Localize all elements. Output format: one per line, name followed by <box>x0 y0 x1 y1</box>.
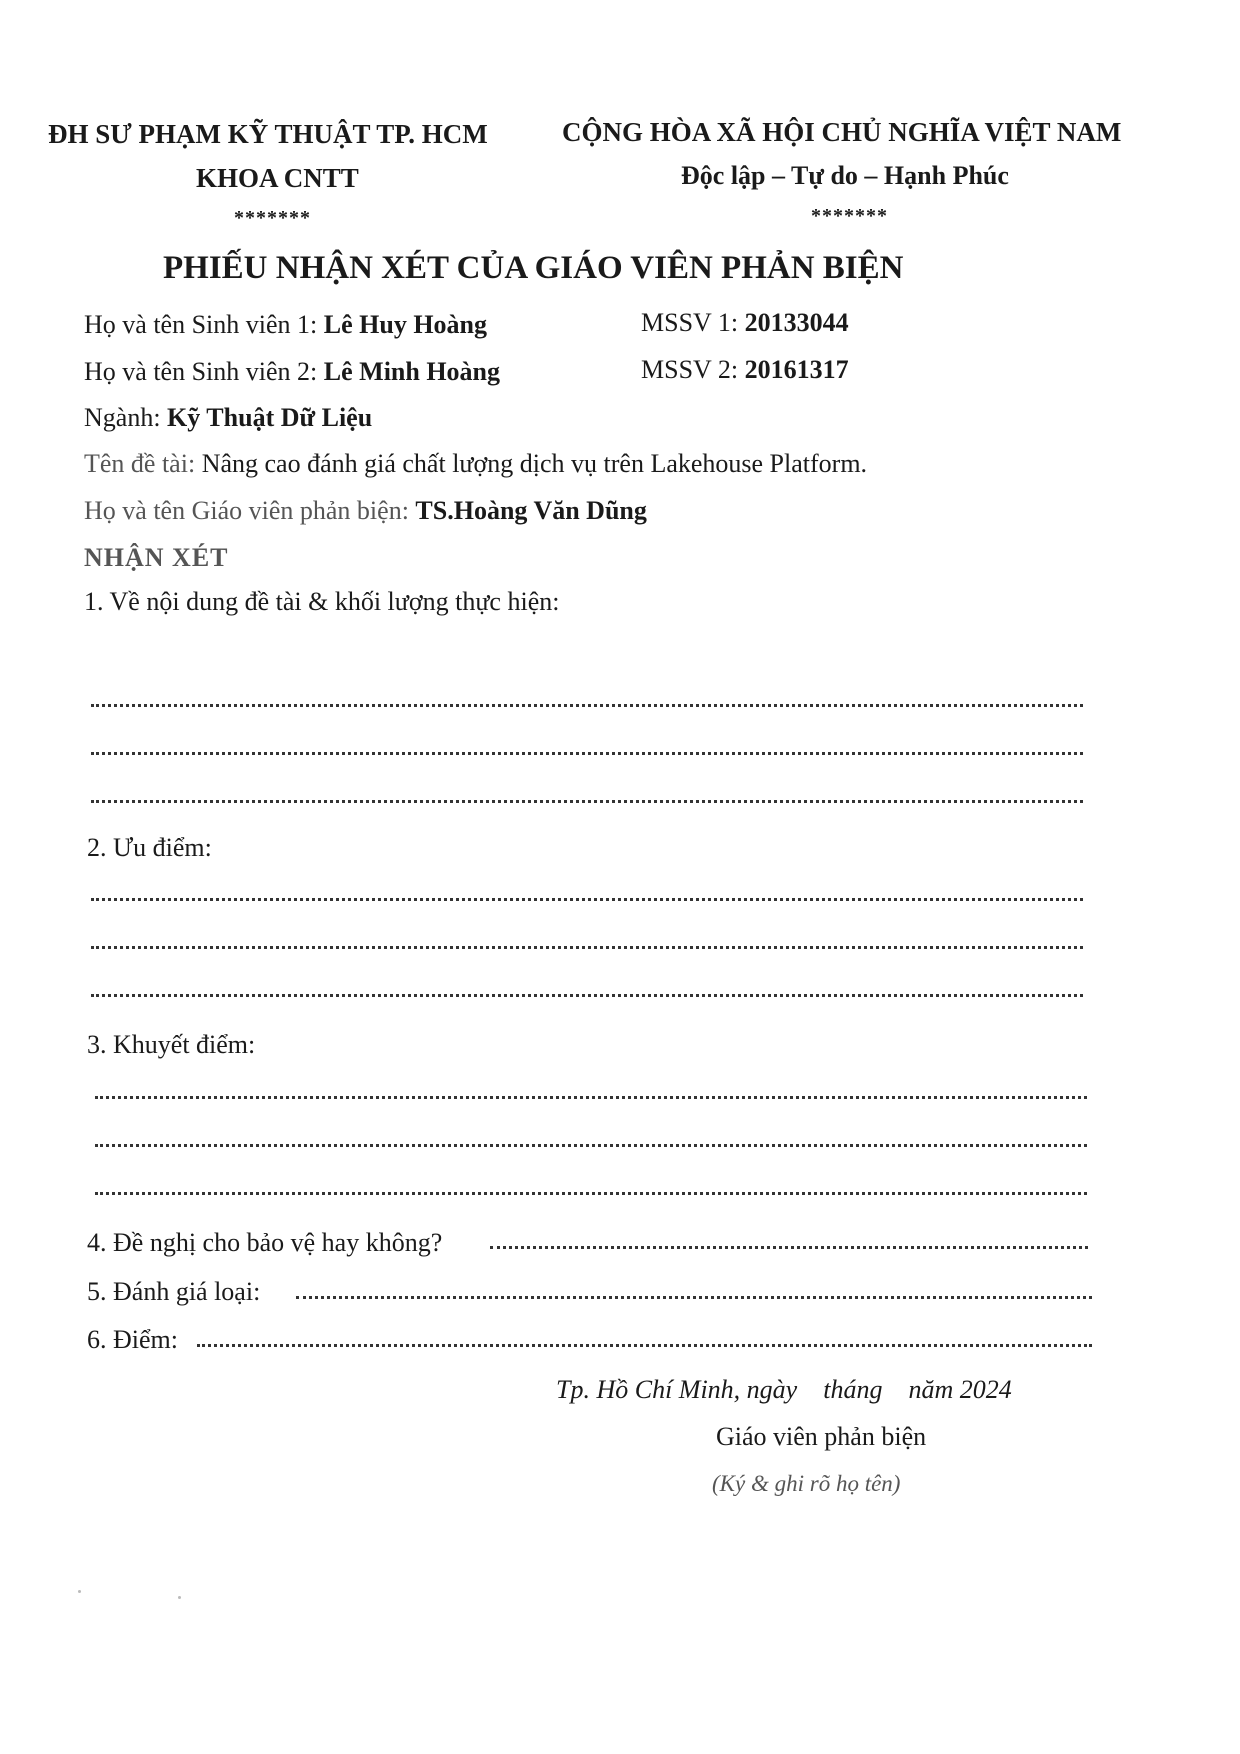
question-2-line-2 <box>91 946 1083 949</box>
question-5-fill-line <box>296 1296 1092 1299</box>
topic-row <box>84 449 867 479</box>
question-2-line-3 <box>91 994 1083 997</box>
reviewer-name: TS.Hoàng Văn Dũng <box>415 496 647 525</box>
question-3-label: 3. Khuyết điểm: <box>87 1030 256 1059</box>
reviewer-row <box>84 496 647 526</box>
mssv2-row <box>641 355 849 385</box>
mssv1-label: MSSV 1: <box>641 308 739 337</box>
faculty-name: KHOA CNTT <box>196 163 359 193</box>
comments-heading: NHẬN XÉT <box>84 543 229 572</box>
question-4-label: 4. Đề nghị cho bảo vệ hay không? <box>87 1228 443 1257</box>
question-3-line-2 <box>95 1144 1087 1147</box>
question-6-label: 6. Điểm: <box>87 1325 178 1354</box>
national-motto: Độc lập – Tự do – Hạnh Phúc <box>681 161 1009 190</box>
question-1-line-2 <box>91 752 1083 755</box>
question-2-line-1 <box>91 898 1083 901</box>
question-3-line-1 <box>95 1096 1087 1099</box>
right-stars-divider: ******* <box>811 205 888 227</box>
country-name: CỘNG HÒA XÃ HỘI CHỦ NGHĨA VIỆT NAM <box>562 117 1122 147</box>
page-title: PHIẾU NHẬN XÉT CỦA GIÁO VIÊN PHẢN BIỆN <box>163 250 904 286</box>
scan-speck <box>178 1596 181 1599</box>
student1-label: Họ và tên Sinh viên 1: <box>84 310 318 339</box>
reviewer-label: Họ và tên Giáo viên phản biện: <box>84 496 409 525</box>
student2-label: Họ và tên Sinh viên 2: <box>84 357 318 386</box>
question-3-line-3 <box>95 1192 1087 1195</box>
student2-name: Lê Minh Hoàng <box>323 357 501 386</box>
major-label: Ngành: <box>84 403 161 432</box>
signer-note: (Ký & ghi rõ họ tên) <box>712 1471 901 1496</box>
university-name: ĐH SƯ PHẠM KỸ THUẬT TP. HCM <box>48 119 488 149</box>
major-value: Kỹ Thuật Dữ Liệu <box>167 403 373 432</box>
place-and-date: Tp. Hồ Chí Minh, ngày tháng năm 2024 <box>556 1375 1012 1404</box>
major-row <box>84 403 372 433</box>
question-2-label: 2. Ưu điểm: <box>87 833 212 862</box>
mssv1-row <box>641 308 849 338</box>
question-4-fill-line <box>490 1246 1088 1249</box>
topic-label: Tên đề tài: <box>84 449 196 478</box>
question-1-line-1 <box>91 704 1083 707</box>
question-1-label: 1. Về nội dung đề tài & khối lượng thực hiện: <box>84 587 560 616</box>
mssv2-label: MSSV 2: <box>641 355 739 384</box>
left-stars-divider: ******* <box>234 207 311 229</box>
question-5-label: 5. Đánh giá loại: <box>87 1277 261 1306</box>
student1-row <box>84 310 487 340</box>
question-1-line-3 <box>91 800 1083 803</box>
mssv1-value: 20133044 <box>744 308 849 337</box>
signer-title: Giáo viên phản biện <box>716 1422 927 1451</box>
student2-row <box>84 357 500 387</box>
scan-speck <box>78 1590 81 1593</box>
topic-value: Nâng cao đánh giá chất lượng dịch vụ trên Lakehouse Platform. <box>201 449 868 478</box>
question-6-fill-line <box>197 1344 1092 1347</box>
mssv2-value: 20161317 <box>744 355 849 384</box>
student1-name: Lê Huy Hoàng <box>323 310 488 339</box>
